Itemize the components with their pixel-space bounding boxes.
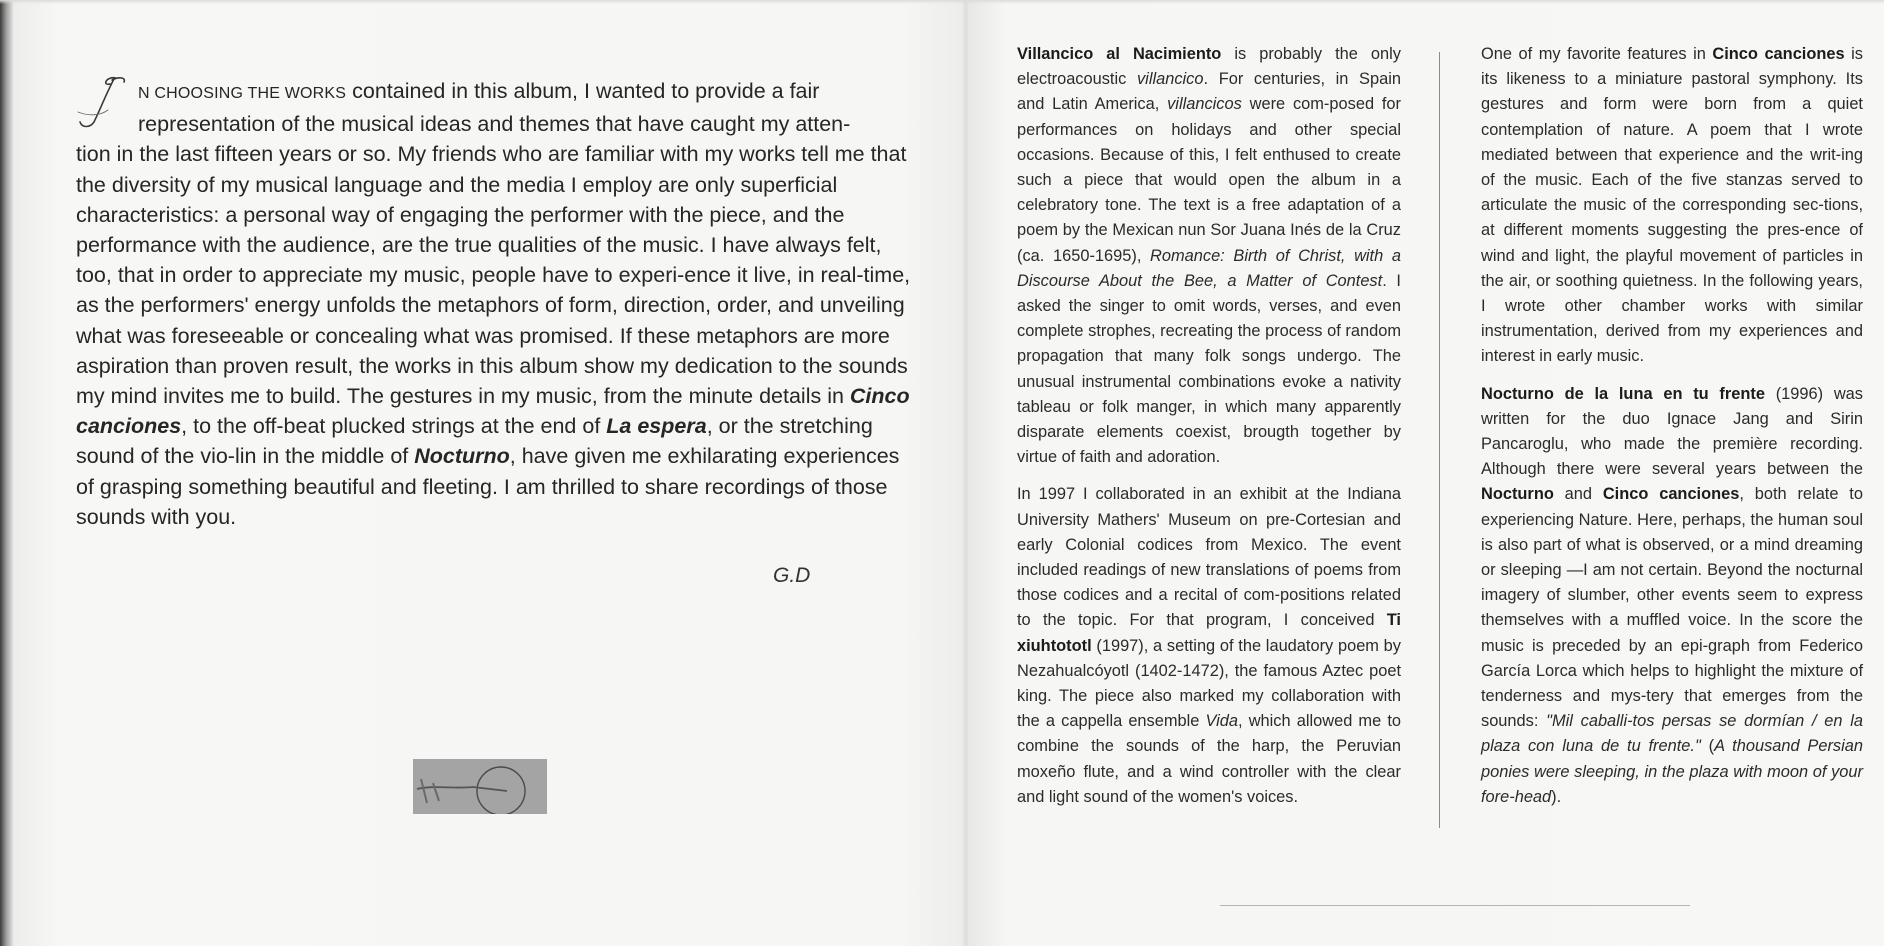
intro-body: tion in the last fifteen years or so. My friends who are familiar with my works tell me that the diversity of my musical language and the media I employ are only superficial characteristics: a personal way of engaging the performer with the piece, and the performance with the audience, are the true qualities of the music. I have always felt, too, that in order to appreciate my music, people have to experi-ence it live, in real-time, as the performers' energy unfolds the metaphors of form, direction, order, and unveiling what was foreseeable or concealing what was promised. If these metaphors are more aspiration than proven result, the works in this album show my dedication to the sounds my mind invites me to build. The gestures in my music, from the minute details in Cinco canciones, to the off-beat plucked strings at the end of La espera, or the stretching sound of the vio-lin in the middle of Nocturno, have given me exhilarating experiences of grasping something beautiful and fleeting. I am thrilled to share recordings of those sounds with you. xyxy=(76,142,911,529)
work-title-nocturno-full: Nocturno de la luna en tu frente xyxy=(1481,384,1765,403)
work-title-nocturno: Nocturno xyxy=(414,444,510,469)
work-title-cinco-canciones: Cinco canciones xyxy=(1712,45,1845,63)
work-title-espera: La espera xyxy=(606,414,707,439)
poem-title: Romance: Birth of Christ, with a Discourse About the Bee, a Matter of Contest xyxy=(1017,246,1401,290)
paragraph-cinco-canciones: One of my favorite features in Cinco canciones is its likeness to a miniature pastoral symphony. Its gestures and form were born from a quiet contemplation of nature. A poem that I wrote mediated between that experience and the writ-ing of the music. Each of the five stanzas served to articulate the music of the corresponding sec-tions, at different moments suggesting the pres-ence of wind and light, the playful movement of particles in the air, or soothing quietness. In the following years, I wrote other chamber works with similar instrumentation, derived from my experiences and interest in early music. xyxy=(1481,45,1863,366)
lorca-epigraph: "Mil caballi-tos persas se dormían / en la plaza con luna de tu frente." xyxy=(1481,712,1863,756)
bottom-rule xyxy=(1220,905,1690,906)
top-edge-shadow xyxy=(0,0,1884,4)
intro-lead-smallcaps: N CHOOSING THE WORKS xyxy=(138,85,347,102)
paragraph-ti-xiuhtototl: In 1997 I collaborated in an exhibit at the Indiana University Mathers' Museum on pre-Cortesian and early Colonial codices from Mexico. The event included readings of new translations of poems from those codices and a recital of com-positions related to the topic. For that program, I conceived Ti xiuhtototl (1997), a setting of the laudatory poem by Nezahualcóyotl (1402-1472), the famous Aztec poet king. The piece also marked my collaboration with the a cappella ensemble Vida, which allowed me to combine the sounds of the harp, the Peruvian moxeño flute, and a wind controller with the clear and light sound of the women's voices. xyxy=(1017,485,1401,806)
intro-line-2: representation of the musical ideas and themes that have caught my atten- xyxy=(138,112,851,137)
work-title-villancico: Villancico al Nacimiento xyxy=(1017,45,1222,63)
drop-cap-initial xyxy=(76,72,132,132)
intro-line-1: contained in this album, I wanted to provide a fair xyxy=(346,79,820,103)
intro-text xyxy=(76,76,922,532)
column-divider xyxy=(1439,52,1440,828)
paragraph-nocturno: Nocturno de la luna en tu frente (1996) was written for the duo Ignace Jang and Sirin Pancaroglu, who made the première recording. Although there were several years between the Nocturno and Cinco canciones, both relate to experiencing Nature. Here, perhaps, the human soul is also part of what is observed, or a mind dreaming or sleeping —I am not certain. Beyond the nocturnal imagery of slumber, other events seem to express themselves with a muffled voice. In the score the music is preceded by an epi-graph from Federico García Lorca which helps to highlight the mixture of tenderness and mys-tery that emerges from the sounds: "Mil caballi-tos persas se dormían / en la plaza con luna de tu frente." (A thousand Persian ponies were sleeping, in the plaza with moon of your fore-head). xyxy=(1481,384,1864,806)
binding-gutter xyxy=(962,0,970,946)
signature-initials: G.D xyxy=(773,564,811,587)
epigraph-translation: A thousand Persian ponies were sleeping, in the plaza with moon of your fore-head xyxy=(1481,737,1864,806)
work-title-ti-xiuhtototl: Ti xiuhtototl xyxy=(1017,611,1401,655)
work-title-cinco: Cinco canciones xyxy=(76,384,910,439)
thumbnail-drawing xyxy=(413,759,547,814)
paragraph-villancico: Villancico al Nacimiento is probably the only electroacoustic villancico. For centuries, in Spain and Latin America, villancicos were com-posed for performances on holidays and other special occasions. Because of this, I felt enthused to create such a piece that would open the album in a celebratory tone. The text is a free adaptation of a poem by the Mexican nun Sor Juana Inés de la Cruz (ca. 1650-1695), Romance: Birth of Christ, with a Discourse About the Bee, a Matter of Contest. I asked the singer to omit words, verses, and even complete strophes, recreating the process of random propagation that many folk songs undergo. The unusual instrumental combinations evoke a nativity tableau or folk manger, in which many apparently disparate elements coexist, brougth together by virtue of faith and adoration. xyxy=(1017,45,1401,467)
notes-column-left xyxy=(1017,42,1401,822)
notes-column-right xyxy=(1481,42,1863,822)
thumbnail-image xyxy=(413,759,547,814)
